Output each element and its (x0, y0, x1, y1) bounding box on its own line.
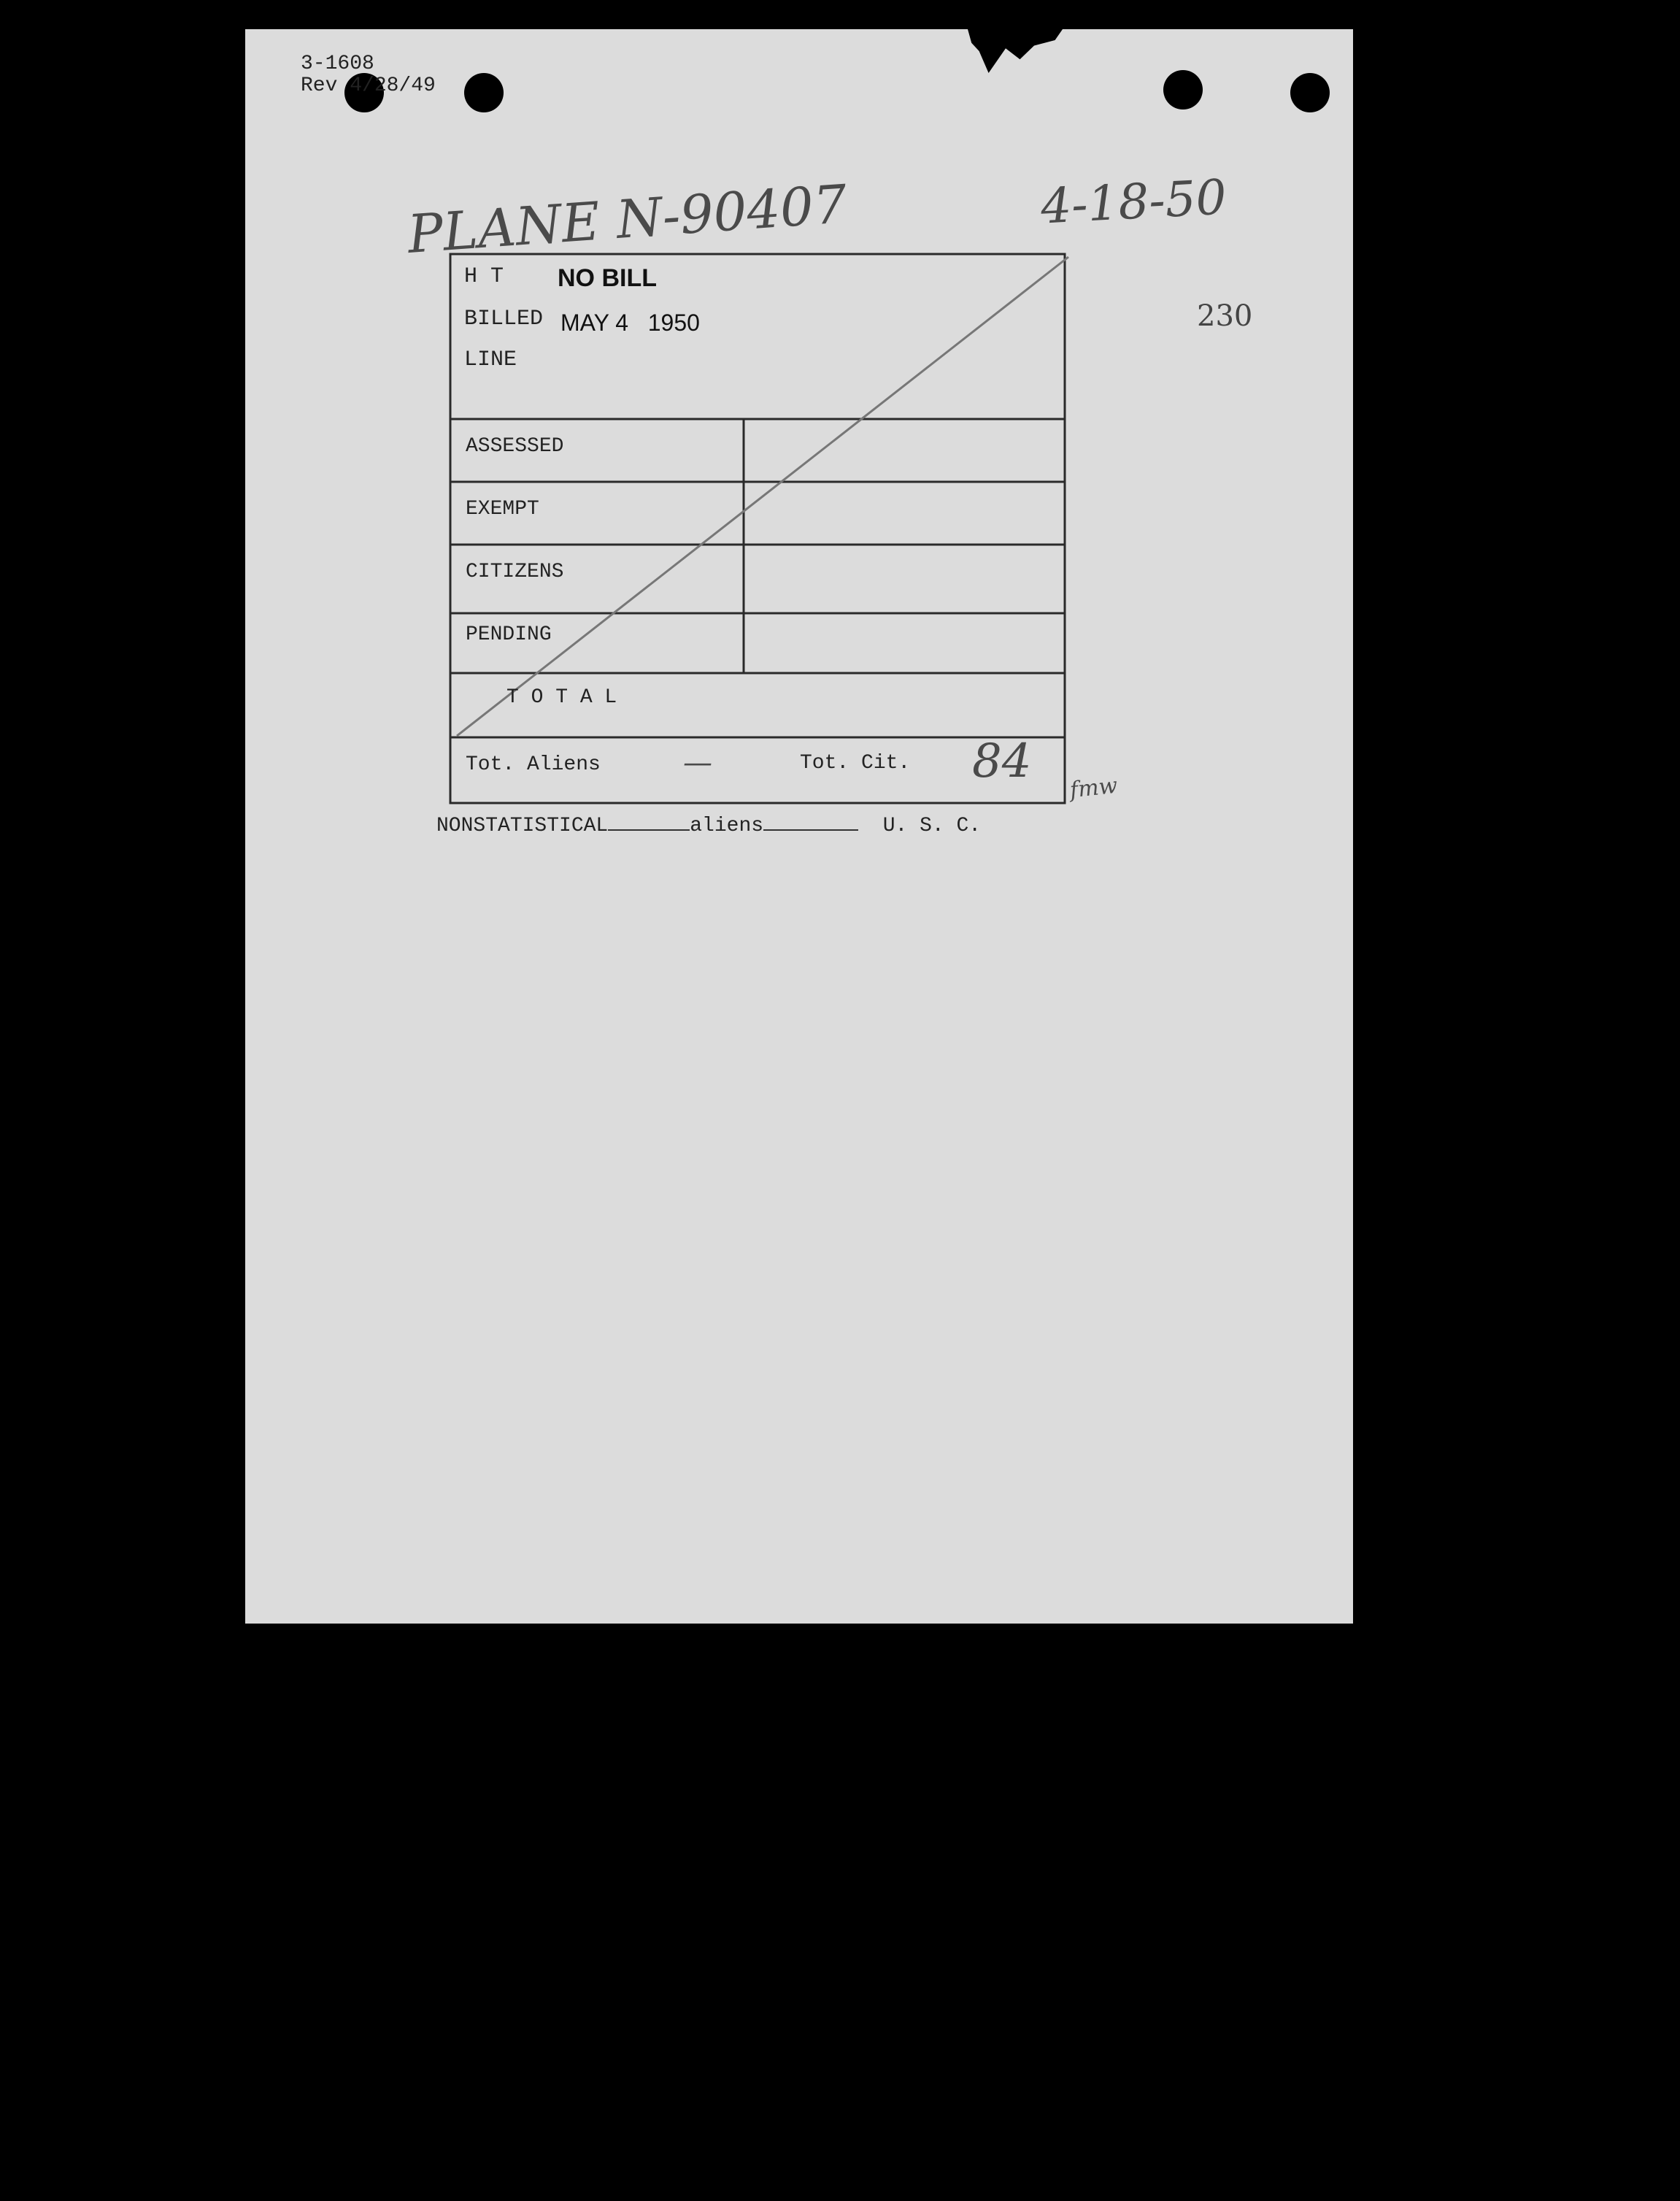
initials-handwritten: fmw (1068, 772, 1119, 804)
document-page (245, 29, 1353, 1624)
cancel-diagonal-line (457, 257, 1068, 736)
row-exempt: EXEMPT (466, 498, 539, 521)
tot-aliens-label: Tot. Aliens (466, 753, 601, 776)
usc-label: U. S. C. (882, 815, 982, 837)
page-number: 230 (1197, 299, 1253, 333)
no-bill-stamp: NO BILL (558, 264, 657, 292)
date-handwritten: 4-18-50 (1039, 169, 1228, 235)
nonstatistical-line (436, 815, 981, 837)
tot-aliens-dash: — (683, 746, 712, 780)
tot-cit-label: Tot. Cit. (800, 752, 911, 775)
line-label: LINE (464, 347, 517, 372)
form-box (245, 29, 1353, 905)
form-number: 3-1608 (301, 53, 374, 75)
billed-date-stamp: MAY 4 1950 (560, 310, 700, 336)
aliens-label: aliens (690, 815, 764, 837)
total-label: T O T A L (506, 686, 617, 709)
row-pending: PENDING (466, 623, 552, 646)
form-revision: Rev 4/28/49 (301, 74, 436, 97)
nonstatistical-blank (608, 829, 690, 831)
ht-label: H T (464, 264, 504, 289)
row-citizens: CITIZENS (466, 561, 564, 583)
nonstatistical-label: NONSTATISTICAL (436, 815, 609, 837)
plane-number-handwritten: PLANE N-90407 (405, 173, 849, 265)
tot-cit-value-handwritten: 84 (972, 734, 1032, 788)
row-assessed: ASSESSED (466, 435, 564, 458)
aliens-blank (763, 829, 858, 831)
billed-label: BILLED (464, 307, 544, 331)
